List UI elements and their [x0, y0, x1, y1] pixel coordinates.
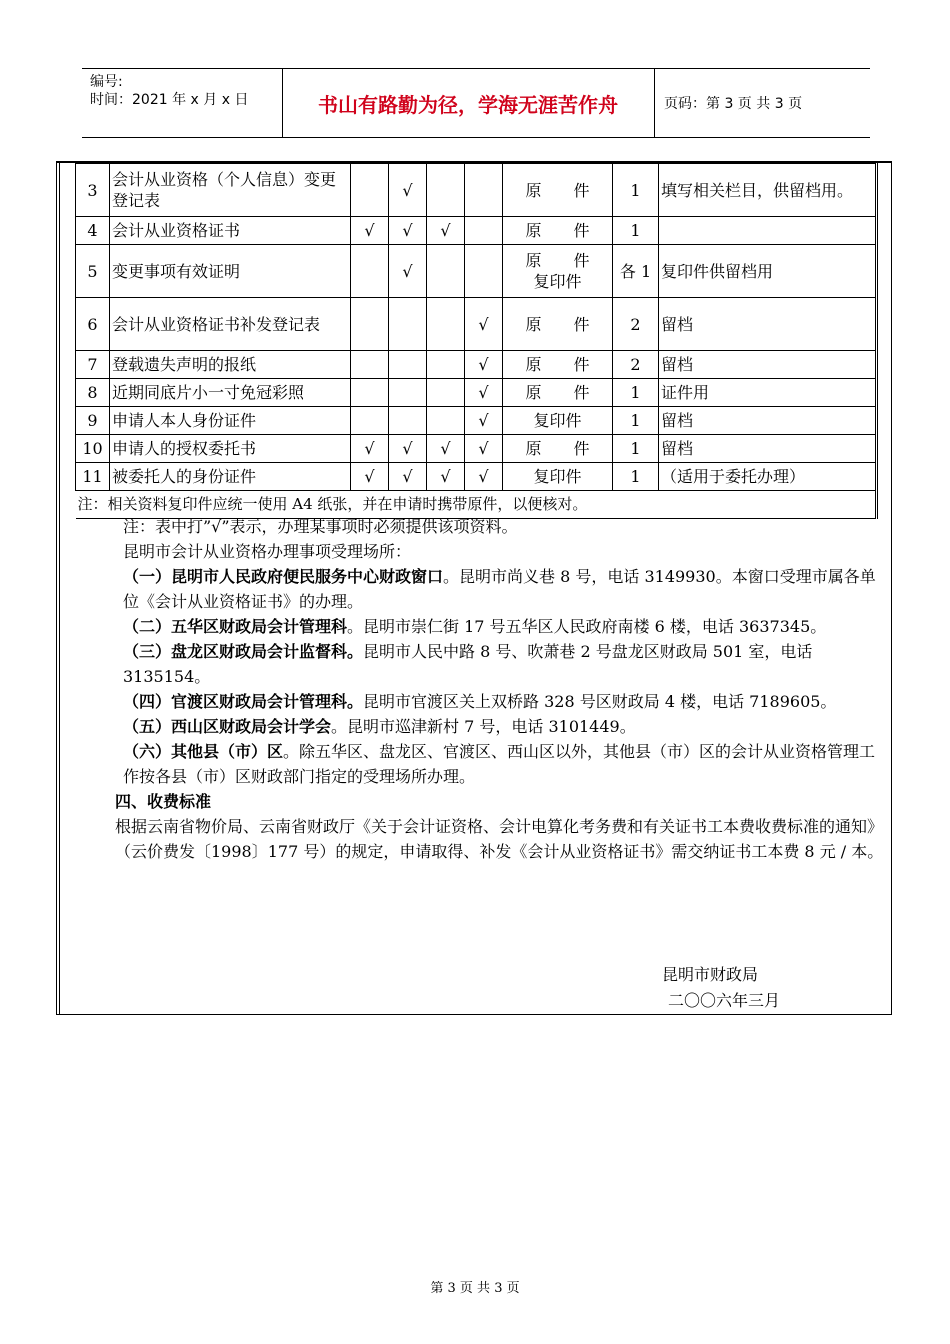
document-type: 复印件 — [503, 463, 613, 491]
check-cell — [351, 407, 389, 435]
row-number: 9 — [76, 407, 110, 435]
document-type: 原 件 — [503, 164, 613, 217]
remark: 证件用 — [659, 379, 877, 407]
quantity: 2 — [613, 351, 659, 379]
check-cell: √ — [465, 379, 503, 407]
quantity: 2 — [613, 298, 659, 351]
quantity: 1 — [613, 164, 659, 217]
page-header — [82, 68, 870, 138]
tick-note: 注：表中打”√”表示，办理某事项时必须提供该项资料。 — [123, 517, 518, 536]
row-number: 4 — [76, 217, 110, 245]
row-number: 11 — [76, 463, 110, 491]
place-3-detail: 昆明市人民中路 8 号、吹萧巷 2 号盘龙区财政局 501 室，电话 3135154。 — [123, 642, 813, 686]
check-cell: √ — [465, 463, 503, 491]
document-name: 登载遗失声明的报纸 — [110, 351, 351, 379]
check-cell: √ — [465, 407, 503, 435]
check-cell: √ — [427, 217, 465, 245]
check-cell — [389, 351, 427, 379]
quantity: 1 — [613, 435, 659, 463]
check-cell — [389, 407, 427, 435]
place-5-title: （五）西山区财政局会计学会 — [123, 717, 332, 736]
check-cell: √ — [389, 217, 427, 245]
check-cell — [427, 351, 465, 379]
check-cell — [465, 217, 503, 245]
table-row — [76, 379, 877, 407]
section-fee-heading — [59, 789, 889, 814]
check-cell — [389, 379, 427, 407]
document-name: 被委托人的身份证件 — [110, 463, 351, 491]
place-3-title: （三）盘龙区财政局会计监督科。 — [123, 642, 364, 661]
document-name: 会计从业资格证书补发登记表 — [110, 298, 351, 351]
check-cell — [427, 298, 465, 351]
body-text — [59, 514, 889, 864]
document-type: 复印件 — [503, 407, 613, 435]
remark: 留档 — [659, 407, 877, 435]
place-3 — [59, 639, 889, 689]
document-name: 变更事项有效证明 — [110, 245, 351, 298]
header-motto: 书山有路勤为径，学海无涯苦作舟 — [282, 69, 655, 137]
place-2-detail: 。昆明市崇仁街 17 号五华区人民政府南楼 6 楼，电话 3637345。 — [347, 617, 827, 636]
table-row — [76, 407, 877, 435]
place-1-title: （一）昆明市人民政府便民服务中心财政窗口 — [123, 567, 444, 586]
place-4-title: （四）官渡区财政局会计管理科。 — [123, 692, 364, 711]
check-cell — [351, 298, 389, 351]
document-name: 近期同底片小一寸免冠彩照 — [110, 379, 351, 407]
check-cell: √ — [389, 463, 427, 491]
place-2-title: （二）五华区财政局会计管理科 — [123, 617, 348, 636]
signature-org: 昆明市财政局 — [662, 965, 759, 984]
check-cell: √ — [427, 435, 465, 463]
quantity: 1 — [613, 217, 659, 245]
place-4-detail: 昆明市官渡区关上双桥路 328 号区财政局 4 楼，电话 7189605。 — [363, 692, 837, 711]
signature-date: 二〇〇六年三月 — [668, 991, 781, 1010]
table-row — [76, 435, 877, 463]
check-cell: √ — [389, 164, 427, 217]
row-number: 6 — [76, 298, 110, 351]
quantity: 各 1 — [613, 245, 659, 298]
document-name: 申请人本人身份证件 — [110, 407, 351, 435]
doc-code-label: 编号: — [90, 74, 123, 90]
document-type: 原 件 — [503, 435, 613, 463]
remark — [659, 217, 877, 245]
fee-paragraph: 根据云南省物价局、云南省财政厅《关于会计证资格、会计电算化考务费和有关证书工本费收费标准的通知》（云价费发〔1998〕177 号）的规定，申请取得、补发《会计从业资格证书》需交纳证书工本费 8 元 / 本。 — [115, 817, 884, 861]
document-type: 原 件 — [503, 217, 613, 245]
document-name: 会计从业资格（个人信息）变更登记表 — [110, 164, 351, 217]
place-2 — [59, 614, 889, 639]
place-6 — [59, 739, 889, 789]
document-name: 申请人的授权委托书 — [110, 435, 351, 463]
remark: 留档 — [659, 351, 877, 379]
check-cell: √ — [427, 463, 465, 491]
page-footer: 第 3 页 共 3 页 — [430, 1281, 520, 1296]
check-cell: √ — [351, 435, 389, 463]
place-4 — [59, 689, 889, 714]
check-cell — [427, 407, 465, 435]
section-fee-title: 四、收费标准 — [115, 792, 212, 811]
quantity: 1 — [613, 463, 659, 491]
document-type: 原 件 — [503, 351, 613, 379]
row-number: 7 — [76, 351, 110, 379]
document-type — [503, 245, 613, 298]
check-cell: √ — [389, 245, 427, 298]
check-cell: √ — [389, 435, 427, 463]
row-number: 3 — [76, 164, 110, 217]
table-row — [76, 463, 877, 491]
row-number: 8 — [76, 379, 110, 407]
check-cell — [351, 351, 389, 379]
document-type-original: 原 件 — [525, 251, 590, 270]
doc-date-label: 时间：2021 年 x 月 x 日 — [90, 92, 249, 108]
quantity: 1 — [613, 407, 659, 435]
document-type: 原 件 — [503, 379, 613, 407]
document-type: 原 件 — [503, 298, 613, 351]
check-cell — [351, 379, 389, 407]
header-page-number: 页码：第 3 页 共 3 页 — [664, 96, 803, 112]
document-type-copy: 复印件 — [533, 272, 582, 291]
place-5 — [59, 714, 889, 739]
table-row — [76, 217, 877, 245]
table-row — [76, 298, 877, 351]
quantity: 1 — [613, 379, 659, 407]
check-cell — [427, 245, 465, 298]
remark: 复印件供留档用 — [659, 245, 877, 298]
table-row — [76, 351, 877, 379]
place-5-detail: 。昆明市巡津新村 7 号，电话 3101449。 — [331, 717, 636, 736]
check-cell: √ — [465, 298, 503, 351]
check-cell — [465, 245, 503, 298]
check-cell: √ — [465, 435, 503, 463]
table-row — [76, 164, 877, 217]
remark: 留档 — [659, 298, 877, 351]
check-cell: √ — [465, 351, 503, 379]
check-cell — [351, 164, 389, 217]
check-cell — [389, 298, 427, 351]
place-6-detail: 。除五华区、盘龙区、官渡区、西山区以外，其他县（市）区的会计从业资格管理工作按各县（市）区财政部门指定的受理场所办理。 — [123, 742, 876, 786]
remark: 留档 — [659, 435, 877, 463]
place-1 — [59, 564, 889, 614]
check-cell: √ — [351, 217, 389, 245]
document-name: 会计从业资格证书 — [110, 217, 351, 245]
place-1-detail: 。昆明市尚义巷 8 号，电话 3149930。本窗口受理市属各单位《会计从业资格证书》的办理。 — [123, 567, 876, 611]
header-meta — [82, 69, 283, 137]
row-number: 5 — [76, 245, 110, 298]
table-note: 注：相关资料复印件应统一使用 A4 纸张，并在申请时携带原件，以便核对。 — [76, 491, 877, 519]
remark: 填写相关栏目，供留档用。 — [659, 164, 877, 217]
check-cell: √ — [351, 463, 389, 491]
place-6-title: （六）其他县（市）区 — [123, 742, 284, 761]
required-documents-table — [75, 163, 878, 519]
remark: （适用于委托办理） — [659, 463, 877, 491]
table-row — [76, 245, 877, 298]
row-number: 10 — [76, 435, 110, 463]
check-cell — [427, 164, 465, 217]
places-intro: 昆明市会计从业资格办理事项受理场所： — [123, 542, 412, 561]
check-cell — [465, 164, 503, 217]
check-cell — [427, 379, 465, 407]
check-cell — [351, 245, 389, 298]
